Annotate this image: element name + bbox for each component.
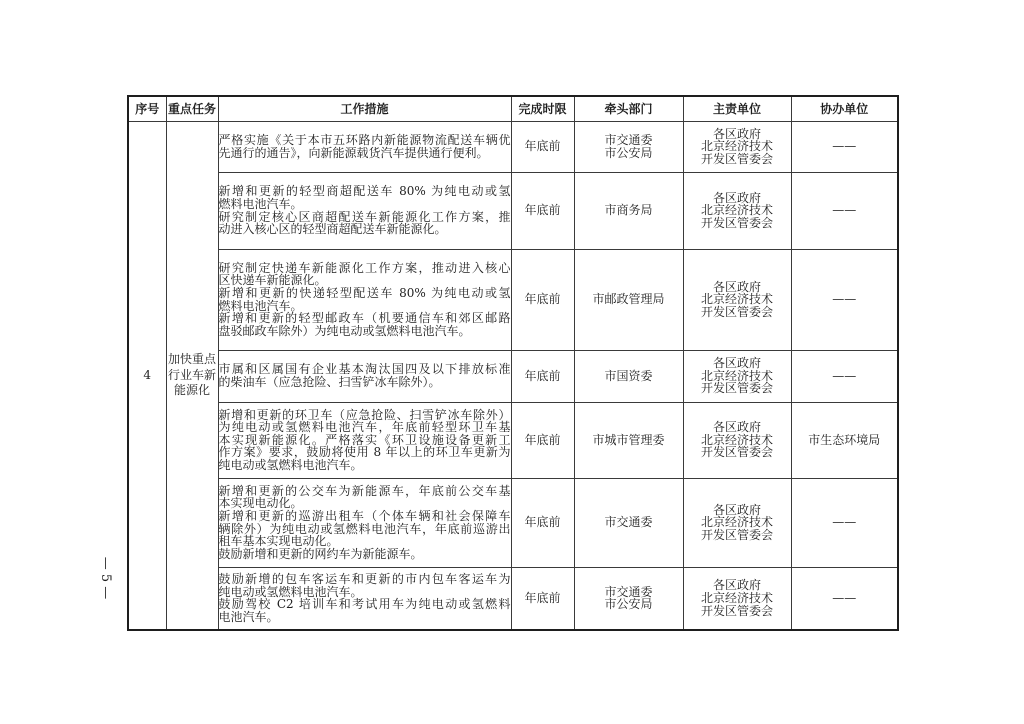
responsible-line: 各区政府: [712, 420, 761, 435]
task-line: 能源化: [173, 383, 210, 397]
measure-line: 新增和更新的环卫车（应急抢险、扫雪铲冰车除外）: [218, 407, 511, 422]
assist-value: 市生态环境局: [808, 432, 881, 447]
index-value: 4: [143, 367, 152, 382]
responsible-line: 北京经济技术: [700, 432, 773, 447]
measure-line: 盘驳邮政车除外）为纯电动或氢燃料电池汽车。: [218, 323, 471, 338]
assist-cell: [791, 478, 898, 567]
page-number: — 5 —: [98, 556, 113, 600]
lead-cell: [574, 172, 683, 249]
measure-paragraph: [219, 548, 511, 561]
task-line: 加快重点: [167, 352, 216, 366]
responsible-cell: [683, 350, 791, 402]
assist-value: ——: [832, 203, 857, 218]
assist-cell: [791, 350, 898, 402]
measure-line: 新增和更新的快递轻型配送车 80% 为纯电动或氢: [218, 285, 511, 300]
measure-line: 燃料电池汽车。: [218, 196, 303, 211]
measure-line: 先通行的通告》，向新能源载货汽车提供通行便利。: [218, 145, 489, 160]
responsible-line: 开发区管委会: [700, 304, 773, 319]
measure-paragraph: [219, 312, 511, 337]
measure-line: 区快递车新能源化。: [218, 273, 327, 288]
measure-line: 租车基本实现电动化。: [218, 534, 339, 549]
assist-cell: [791, 172, 898, 249]
responsible-cell: [683, 172, 791, 249]
lead-line: 市交通委: [604, 132, 653, 147]
lead-cell: [574, 402, 683, 478]
responsible-line: 各区政府: [712, 502, 761, 517]
measure-line: 新增和更新的公交车为新能源车，年底前公交车基: [218, 483, 511, 498]
task-table: [127, 95, 899, 631]
measure-line: 动进入核心区的轻型商超配送车新能源化。: [218, 222, 447, 237]
measures-cell: [218, 350, 511, 402]
responsible-cell: [683, 567, 791, 630]
responsible-line: 开发区管委会: [700, 381, 773, 396]
deadline-value: 年底前: [524, 203, 561, 218]
lead-cell: [574, 350, 683, 402]
measures-cell: [218, 567, 511, 630]
table-header: [128, 96, 898, 121]
measures-cell: [218, 249, 511, 350]
assist-cell: [791, 249, 898, 350]
responsible-cell: [683, 121, 791, 172]
task-cell: [166, 121, 218, 630]
measure-line: 本实现电动化。: [218, 496, 303, 511]
header-responsible: 主责单位: [683, 96, 791, 121]
assist-value: ——: [832, 515, 857, 530]
deadline-cell: [511, 172, 574, 249]
responsible-cell: [683, 249, 791, 350]
lead-line: 市公安局: [604, 597, 653, 612]
responsible-cell: [683, 402, 791, 478]
assist-value: ——: [832, 139, 857, 154]
measure-paragraph: [219, 598, 511, 623]
measures-cell: [218, 172, 511, 249]
index-cell: [128, 121, 166, 630]
responsible-line: 开发区管委会: [700, 151, 773, 166]
lead-cell: [574, 249, 683, 350]
assist-cell: [791, 567, 898, 630]
measure-line: 辆除外）为纯电动或氢燃料电池汽车，年底前巡游出: [218, 521, 511, 536]
responsible-line: 北京经济技术: [700, 590, 773, 605]
deadline-value: 年底前: [524, 515, 561, 530]
measure-line: 市属和区属国有企业基本淘汰国四及以下排放标准: [218, 362, 511, 377]
assist-value: ——: [832, 590, 857, 605]
deadline-cell: [511, 249, 574, 350]
assist-value: ——: [832, 292, 857, 307]
measure-paragraph: [219, 211, 511, 236]
assist-cell: [791, 121, 898, 172]
table-row: [128, 402, 898, 478]
lead-line: 市公安局: [604, 145, 653, 160]
lead-line: 市邮政管理局: [592, 292, 665, 307]
header-assist: 协办单位: [791, 96, 898, 121]
measure-paragraph: [219, 185, 511, 210]
measure-line: 纯电动或氢燃料电池汽车。: [218, 584, 363, 599]
measure-line: 新增和更新的轻型商超配送车 80% 为纯电动或氢: [218, 184, 511, 199]
measure-line: 纯电动或氢燃料电池汽车。: [218, 457, 363, 472]
header-task: 重点任务: [166, 96, 218, 121]
measure-paragraph: [219, 510, 511, 548]
header-deadline: 完成时限: [511, 96, 574, 121]
measure-line: 新增和更新的轻型邮政车（机要通信车和郊区邮路: [218, 311, 511, 326]
responsible-line: 各区政府: [712, 126, 761, 141]
measure-line: 的柴油车（应急抢险、扫雪铲冰车除外）。: [218, 375, 441, 389]
deadline-value: 年底前: [524, 292, 561, 307]
measure-line: 电池汽车。: [218, 609, 279, 624]
lead-cell: [574, 478, 683, 567]
lead-line: 市交通委: [604, 584, 653, 599]
table-row: [128, 567, 898, 630]
table-row: [128, 249, 898, 350]
measure-line: 研究制定快递车新能源化工作方案，推动进入核心: [218, 260, 511, 275]
measure-paragraph: [219, 573, 511, 598]
responsible-line: 北京经济技术: [700, 368, 773, 383]
responsible-line: 开发区管委会: [700, 527, 773, 542]
header-index: 序号: [128, 96, 166, 121]
header-lead: 牵头部门: [574, 96, 683, 121]
measure-line: 燃料电池汽车。: [218, 298, 303, 313]
deadline-value: 年底前: [524, 432, 561, 447]
lead-cell: [574, 567, 683, 630]
table-row: [128, 350, 898, 402]
responsible-line: 北京经济技术: [700, 203, 773, 218]
measure-line: 鼓励新增的包车客运车和更新的市内包车客运车为: [218, 572, 511, 587]
measure-line: 新增和更新的巡游出租车（个体车辆和社会保障车: [218, 508, 511, 523]
deadline-value: 年底前: [524, 368, 561, 383]
measure-line: 鼓励新增和更新的网约车为新能源车。: [218, 546, 423, 561]
lead-line: 市商务局: [604, 203, 653, 218]
lead-line: 市国资委: [604, 368, 653, 383]
measure-line: 为纯电动或氢燃料电池汽车，年底前轻型环卫车基: [218, 420, 511, 435]
deadline-cell: [511, 402, 574, 478]
header-row: [128, 96, 898, 121]
deadline-value: 年底前: [524, 139, 561, 154]
table-row: [128, 121, 898, 172]
lead-cell: [574, 121, 683, 172]
measure-paragraph: [219, 485, 511, 510]
deadline-cell: [511, 350, 574, 402]
measure-paragraph: [219, 287, 511, 312]
task-line: 行业车新: [167, 367, 216, 382]
table-row: [128, 172, 898, 249]
measure-line: 鼓励驾校 C2 培训车和考试用车为纯电动或氢燃料: [218, 597, 511, 612]
measures-cell: [218, 402, 511, 478]
deadline-cell: [511, 121, 574, 172]
responsible-line: 各区政府: [712, 578, 761, 593]
measure-line: 严格实施《关于本市五环路内新能源物流配送车辆优: [218, 132, 511, 147]
measure-line: 本实现新能源化。严格落实《环卫设施设备更新工: [218, 432, 511, 447]
responsible-line: 北京经济技术: [700, 292, 773, 307]
table-row: [128, 478, 898, 567]
assist-cell: [791, 402, 898, 478]
measure-paragraph: [219, 363, 511, 388]
measure-paragraph: [219, 262, 511, 287]
responsible-line: 开发区管委会: [700, 215, 773, 230]
responsible-line: 各区政府: [712, 279, 761, 294]
responsible-line: 开发区管委会: [700, 445, 773, 460]
table-body: [128, 121, 898, 630]
lead-line: 市交通委: [604, 515, 653, 530]
measure-line: 作方案》要求，鼓励将使用 8 年以上的环卫车更新为: [218, 445, 511, 460]
deadline-cell: [511, 478, 574, 567]
responsible-line: 各区政府: [712, 356, 761, 371]
measure-paragraph: [219, 409, 511, 472]
measure-paragraph: [219, 134, 511, 159]
deadline-value: 年底前: [524, 590, 561, 605]
responsible-cell: [683, 478, 791, 567]
assist-value: ——: [832, 368, 857, 383]
responsible-line: 开发区管委会: [700, 603, 773, 618]
measures-cell: [218, 478, 511, 567]
responsible-line: 北京经济技术: [700, 139, 773, 154]
deadline-cell: [511, 567, 574, 630]
lead-line: 市城市管理委: [592, 432, 665, 447]
header-measures: 工作措施: [218, 96, 511, 121]
responsible-line: 北京经济技术: [700, 515, 773, 530]
measures-cell: [218, 121, 511, 172]
responsible-line: 各区政府: [712, 190, 761, 205]
measure-line: 研究制定核心区商超配送车新能源化工作方案，推: [218, 209, 511, 224]
